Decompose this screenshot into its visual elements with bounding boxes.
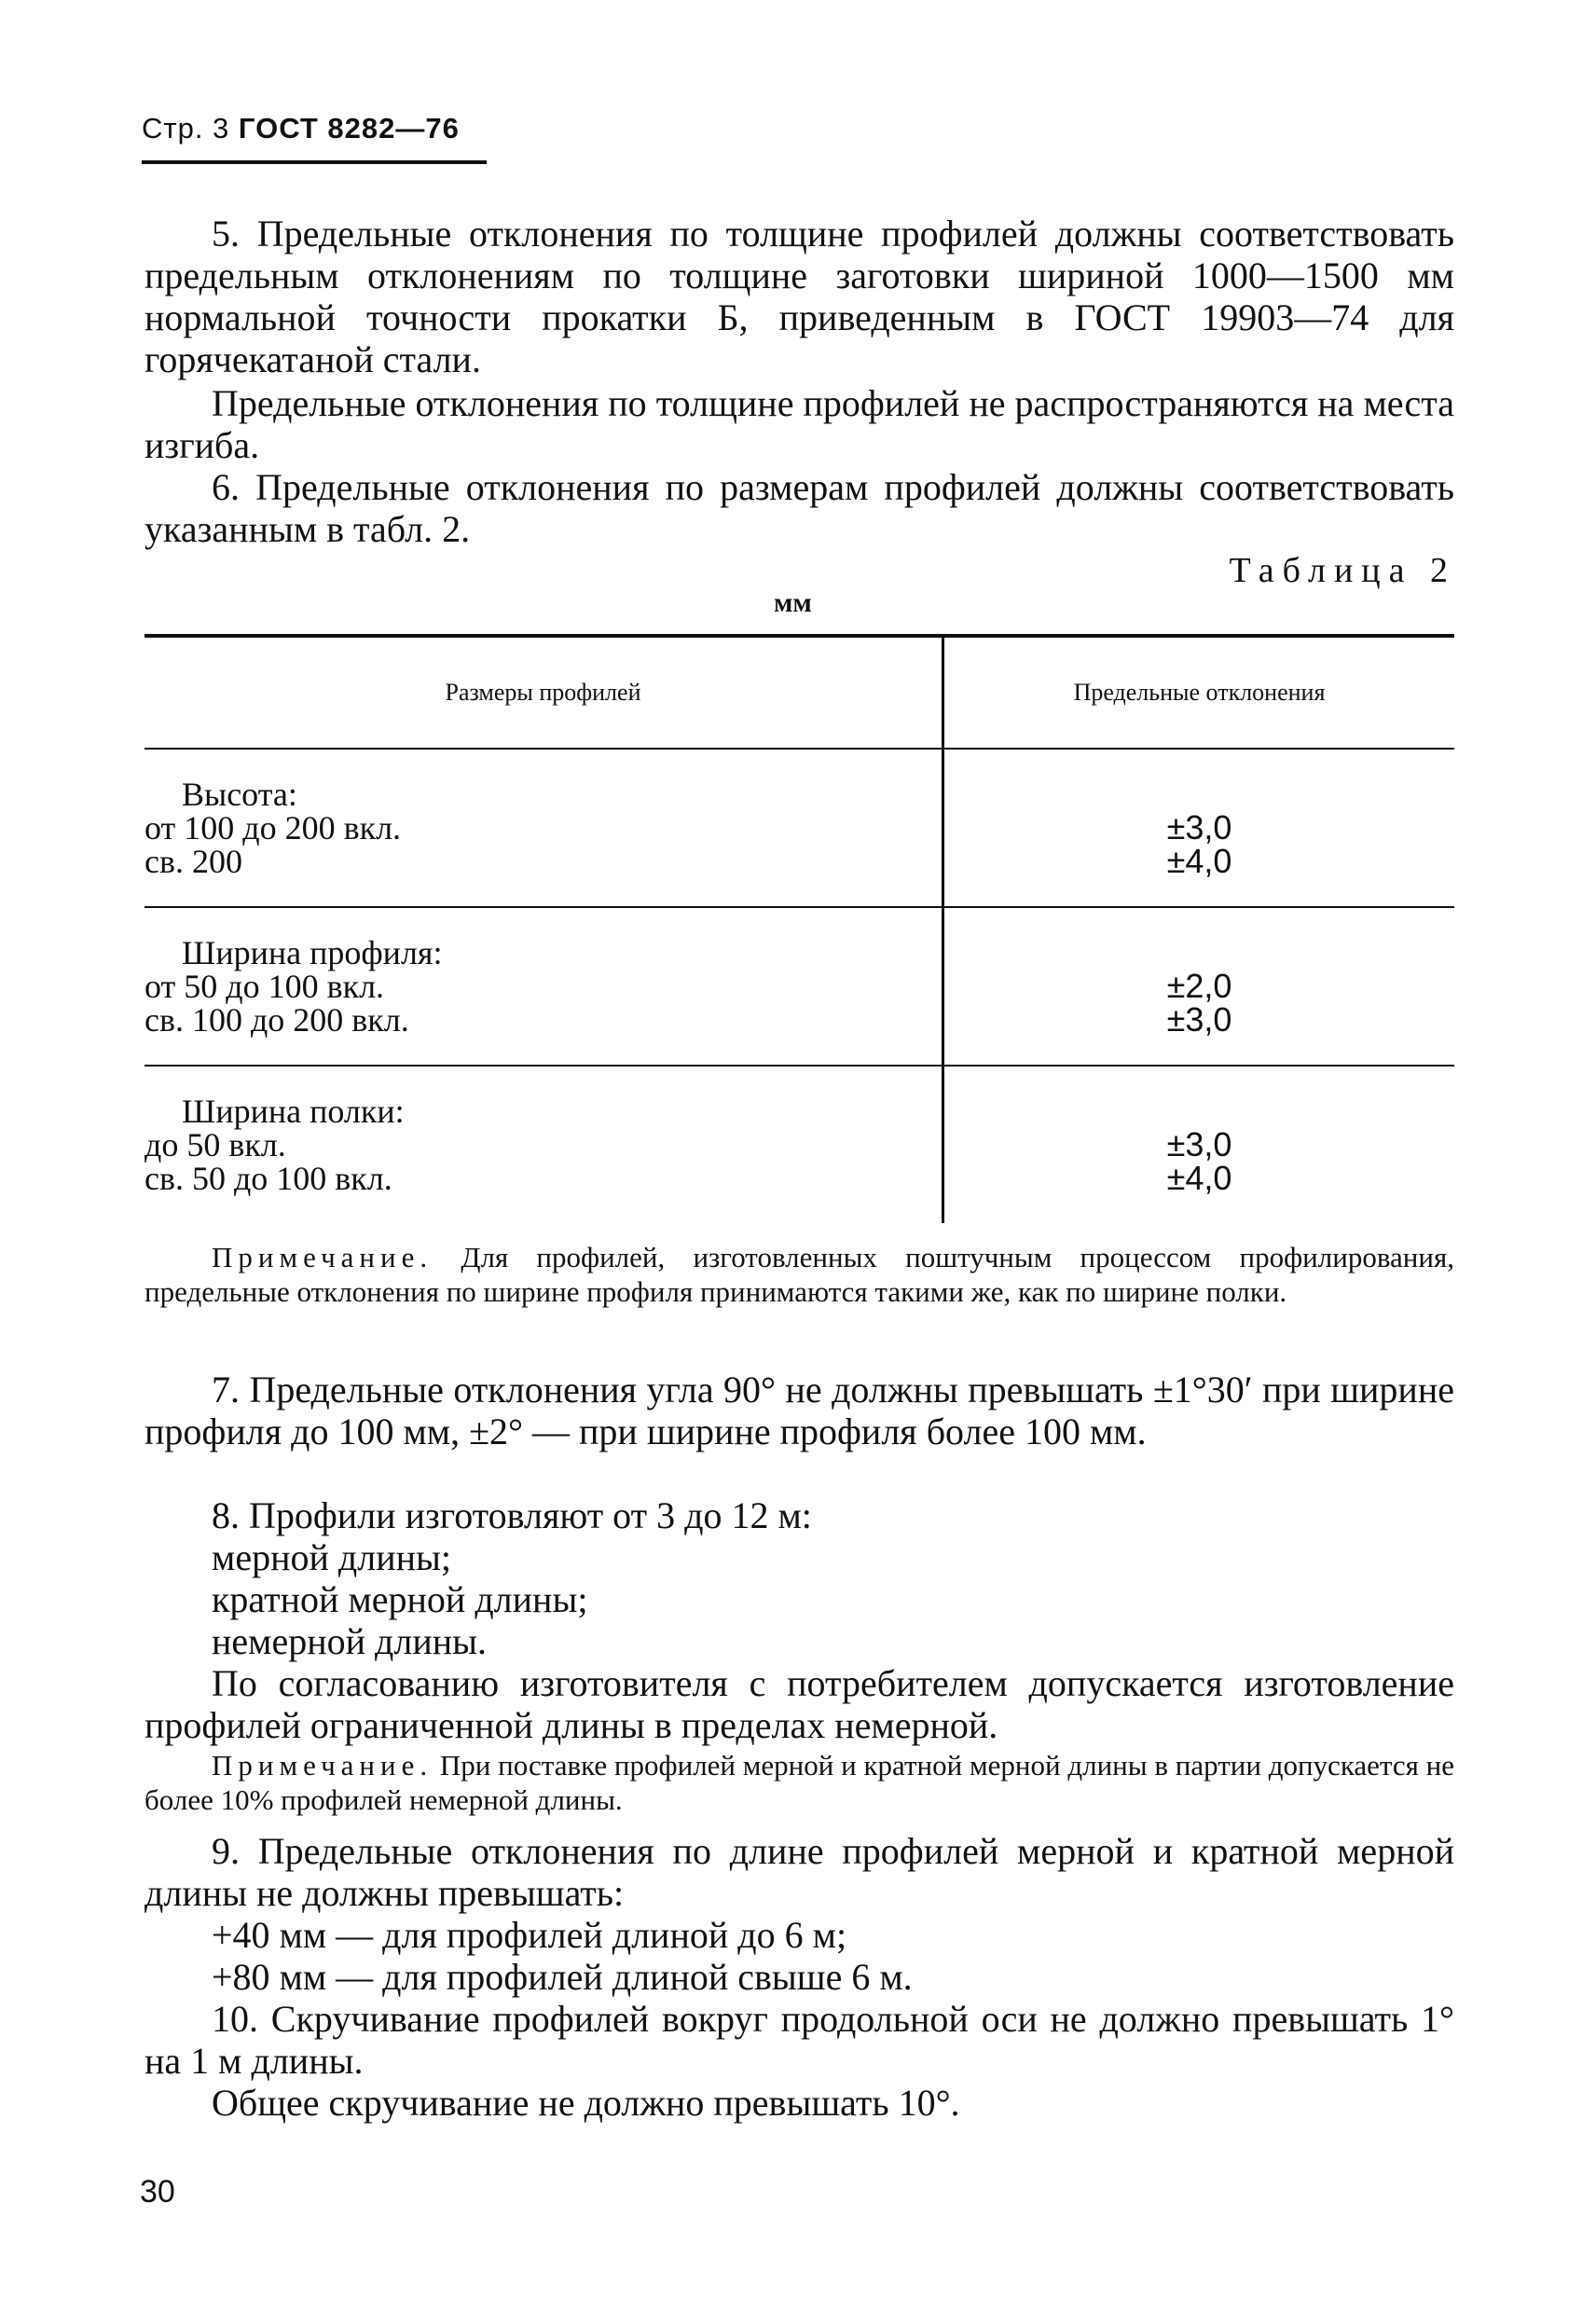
paragraph-10b: Общее скручивание не должно превышать 10°.	[212, 2082, 960, 2124]
group-title: Ширина полки:	[182, 1093, 405, 1130]
deviation-table	[144, 634, 1454, 1223]
page-number: 30	[140, 2174, 175, 2209]
row-value: ±2,0	[1166, 967, 1232, 1005]
paragraph-5b: Предельные отклонения по толщине профилей не распространяются на места изгиба.	[144, 382, 1454, 466]
row-values	[942, 908, 1454, 1065]
page-label: Стр. 3	[142, 112, 230, 144]
paragraph-7: 7. Предельные отклонения угла 90° не должны превышать ±1°30′ при ширине профиля до 100 мм, ±2° — при ширине профиля более 100 мм.	[144, 1369, 1454, 1452]
paragraph-6: 6. Предельные отклонения по размерам профилей должны соответствовать указанным в табл. 2.	[144, 466, 1454, 550]
note-1	[144, 1240, 1454, 1309]
note-label: Примечание.	[212, 1749, 433, 1782]
standard-number: ГОСТ 8282—76	[238, 112, 460, 144]
table-row-height	[144, 750, 1454, 908]
header-deviations: Предельные отклонения	[942, 638, 1454, 748]
row-label: св. 200	[144, 843, 242, 880]
header-rule	[142, 160, 487, 164]
note-text: При поставке профилей мерной и кратной мерной длины в партии допускается не более 10% профилей немерной длины.	[144, 1749, 1454, 1816]
table-units: мм	[774, 587, 812, 618]
paragraph-9: 9. Предельные отклонения по длине профилей мерной и кратной мерной длины не должны превышать:	[144, 1830, 1454, 1914]
row-label: до 50 вкл.	[144, 1126, 286, 1163]
list-item: мерной длины;	[212, 1536, 451, 1578]
row-label: св. 100 до 200 вкл.	[144, 1001, 409, 1039]
row-labels	[144, 908, 942, 1065]
paragraph-5: 5. Предельные отклонения по толщине профилей должны соответствовать предельным отклонениям по толщине заготовки шириной 1000—1500 мм нормальной точности прокатки Б, приведенным в ГОСТ 19903—74 для горячекатаной стали.	[144, 213, 1454, 380]
row-labels	[144, 1067, 942, 1223]
row-value: ±3,0	[1166, 1000, 1232, 1039]
page-header	[142, 112, 460, 145]
row-label: от 100 до 200 вкл.	[144, 809, 402, 846]
note-text: Для профилей, изготовленных поштучным процессом профилирования, предельные отклонения по ширине профиля принимаются такими же, как по ширине полки.	[144, 1241, 1454, 1308]
paragraph-8b: По согласованию изготовителя с потребителем допускается изготовление профилей ограниченной длины в пределах немерной.	[144, 1662, 1454, 1746]
group-title: Ширина профиля:	[182, 934, 443, 971]
table-header-row	[144, 638, 1454, 750]
paragraph-8: 8. Профили изготовляют от 3 до 12 м:	[212, 1494, 812, 1536]
table-row-flange-width	[144, 1067, 1454, 1223]
row-value: ±3,0	[1166, 1125, 1232, 1163]
paragraph-10: 10. Скручивание профилей вокруг продольной оси не должно превышать 1° на 1 м длины.	[144, 1998, 1454, 2082]
table-caption: Таблица 2	[1229, 551, 1456, 590]
row-values	[942, 1067, 1454, 1223]
row-values	[942, 750, 1454, 906]
row-label: от 50 до 100 вкл.	[144, 968, 385, 1005]
row-value: ±4,0	[1166, 842, 1232, 880]
note-label: Примечание.	[212, 1241, 433, 1273]
row-value: ±3,0	[1166, 808, 1232, 846]
list-item: +40 мм — для профилей длиной до 6 м;	[212, 1914, 847, 1956]
row-value: ±4,0	[1166, 1159, 1232, 1197]
header-sizes: Размеры профилей	[445, 679, 641, 706]
group-title: Высота:	[182, 776, 297, 813]
row-label: св. 50 до 100 вкл.	[144, 1160, 392, 1197]
row-labels	[144, 750, 942, 906]
table-row-profile-width	[144, 908, 1454, 1067]
list-item: кратной мерной длины;	[212, 1578, 588, 1620]
list-item: +80 мм — для профилей длиной свыше 6 м.	[212, 1956, 913, 1998]
list-item: немерной длины.	[212, 1620, 488, 1662]
note-2	[144, 1748, 1454, 1817]
